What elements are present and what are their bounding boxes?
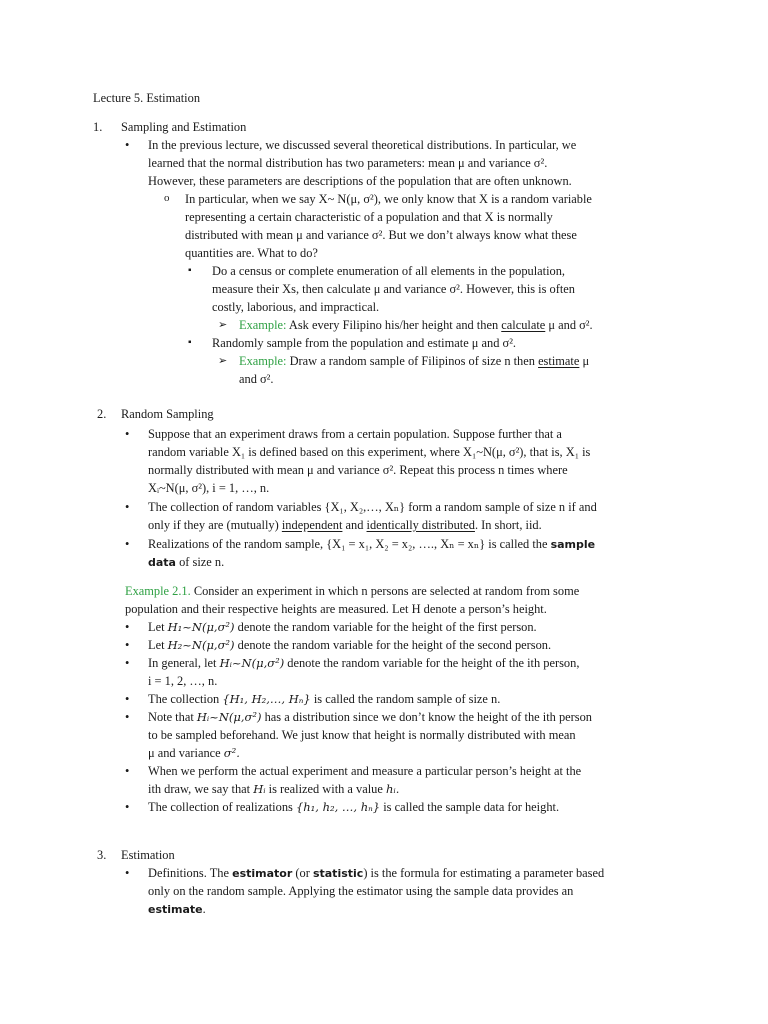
underlined-word: estimate [538,354,580,368]
example-text: μ [582,354,590,368]
text-run: The collection [148,692,220,706]
paragraph-line [148,535,595,554]
paragraph-line: normally distributed with mean μ and variance σ². Repeat this process n times where [148,463,568,477]
math-expression: σ². [223,746,240,760]
paragraph-line: costly, laborious, and impractical. [212,300,380,314]
example-label: Example: [239,318,287,332]
paragraph-line [148,708,592,726]
text-run: is called the random sample of size n. [313,692,501,706]
text-run: Consider an experiment in which n persons are selected at random from some [193,584,580,598]
bullet-icon: • [125,692,130,706]
math-expression: Hᵢ [253,782,266,796]
text-run: μ and variance [148,746,221,760]
paragraph-line: population and their respective heights are measured. Let H denote a person’s height. [125,602,547,616]
square-bullet-icon: ▪ [188,337,192,348]
section-1-number: 1. [93,120,103,134]
text-run: Let [148,638,165,652]
text-run: Note that [148,710,194,724]
text-run: Let [148,620,165,634]
bullet-icon: • [125,800,130,814]
bullet-icon: • [125,638,130,652]
paragraph-line: learned that the normal distribution has two parameters: mean μ and variance σ². [148,156,548,170]
paragraph-line [148,636,551,654]
paragraph-line: representing a certain characteristic of a population and that X is normally [185,210,553,224]
section-2-number: 2. [97,407,107,421]
example-text: Draw a random sample of Filipinos of size n then [289,354,535,368]
text-run: is realized with a value [268,782,383,796]
paragraph-line: quantities are. What to do? [185,246,318,260]
math-expression: Hᵢ~N(μ,σ²) [196,710,262,724]
text-run: and [345,518,364,532]
circle-bullet-icon: o [164,192,170,204]
paragraph-line [148,780,399,798]
text-run: is called the sample data for height. [383,800,560,814]
paragraph-line [148,690,500,708]
paragraph-line [148,516,542,534]
math-expression: Hᵢ~N(μ,σ²) [219,656,285,670]
section-2-heading: Random Sampling [121,407,214,421]
paragraph-line: Xᵢ~N(μ, σ²), i = 1, …, n. [148,481,270,495]
paragraph-line [148,618,537,636]
arrow-bullet-icon: ➢ [218,319,228,331]
bullet-icon: • [125,656,130,670]
math-expression: {H₁, H₂,…, Hₙ} [222,692,311,706]
paragraph-line [148,744,240,762]
text-run: denote the random variable for the height of the first person. [237,620,537,634]
bullet-icon: • [125,500,130,514]
bold-term: sample [550,538,596,551]
paragraph-line [148,900,206,919]
text-run: of size n. [179,555,225,569]
bullet-icon: • [125,764,130,778]
math-expression: H₁~N(μ,σ²) [167,620,235,634]
text-run: Definitions. The [148,866,229,880]
paragraph-line [148,654,579,672]
paragraph-line [148,553,224,572]
text-run: . [202,902,206,916]
paragraph-line: In particular, when we say X~ N(μ, σ²), we only know that X is a random variable [185,192,592,206]
example-line [239,316,593,334]
bold-term: estimator [232,867,293,880]
example-label: Example: [239,354,287,368]
bullet-icon: • [125,427,130,441]
text-run: Realizations of the random sample, {X₁ = x₁, X₂ = x₂, …., Xₙ = xₙ} is called the [148,537,548,551]
arrow-bullet-icon: ➢ [218,355,228,367]
math-expression: {h₁, h₂, …, hₙ} [295,800,381,814]
bullet-icon: • [125,710,130,724]
text-run: The collection of realizations [148,800,293,814]
section-1-heading: Sampling and Estimation [121,120,247,134]
page-title: Lecture 5. Estimation [93,91,201,105]
example-heading-line [125,582,579,600]
underlined-word: calculate [501,318,546,332]
paragraph-line: Suppose that an experiment draws from a certain population. Suppose further that a [148,427,562,441]
paragraph-line: In the previous lecture, we discussed several theoretical distributions. In particular, we [148,138,577,152]
bold-term: statistic [312,867,364,880]
underlined-word: independent [281,518,343,532]
paragraph-line: However, these parameters are descriptions of the population that are often unknown. [148,174,572,188]
paragraph-line: The collection of random variables {X₁, X₂,…, Xₙ} form a random sample of size n if and [148,500,597,514]
text-run: only if they are (mutually) [148,518,279,532]
paragraph-line: i = 1, 2, …, n. [148,674,218,688]
paragraph-line: Randomly sample from the population and estimate μ and σ². [212,336,517,350]
section-3-number: 3. [97,848,107,862]
bullet-icon: • [125,620,130,634]
text-run: has a distribution since we don’t know the height of the ith person [264,710,592,724]
paragraph-line: measure their Xs, then calculate μ and variance σ². However, this is often [212,282,576,296]
example-line [239,352,589,370]
underlined-word: identically distributed [366,518,475,532]
text-run: ith draw, we say that [148,782,251,796]
example-label: Example 2.1. [125,584,191,598]
bold-term: data [148,556,176,569]
paragraph-line: When we perform the actual experiment and measure a particular person’s height at the [148,764,582,778]
paragraph-line: random variable X₁ is defined based on this experiment, where X₁~N(μ, σ²), that is, X₁ is [148,445,591,459]
paragraph-line: and σ². [239,372,274,386]
bullet-icon: • [125,866,130,880]
section-3-heading: Estimation [121,848,175,862]
square-bullet-icon: ▪ [188,265,192,276]
paragraph-line: to be sampled beforehand. We just know that height is normally distributed with mean [148,728,576,742]
text-run: ) is the formula for estimating a parameter based [363,866,605,880]
paragraph-line [148,864,604,883]
example-text: Ask every Filipino his/her height and then [288,318,499,332]
text-run: . In short, iid. [474,518,542,532]
math-expression: hᵢ. [385,782,400,796]
paragraph-line: distributed with mean μ and variance σ². But we don’t always know what these [185,228,577,242]
paragraph-line [148,798,559,816]
bold-term: estimate [148,903,203,916]
paragraph-line: Do a census or complete enumeration of all elements in the population, [212,264,566,278]
bullet-icon: • [125,537,130,551]
text-run: denote the random variable for the height of the second person. [237,638,552,652]
bullet-icon: • [125,138,130,152]
text-run: denote the random variable for the height of the ith person, [287,656,580,670]
example-text: μ and σ². [548,318,593,332]
text-run: In general, let [148,656,217,670]
text-run: (or [295,866,310,880]
paragraph-line: only on the random sample. Applying the estimator using the sample data provides an [148,884,574,898]
math-expression: H₂~N(μ,σ²) [167,638,235,652]
